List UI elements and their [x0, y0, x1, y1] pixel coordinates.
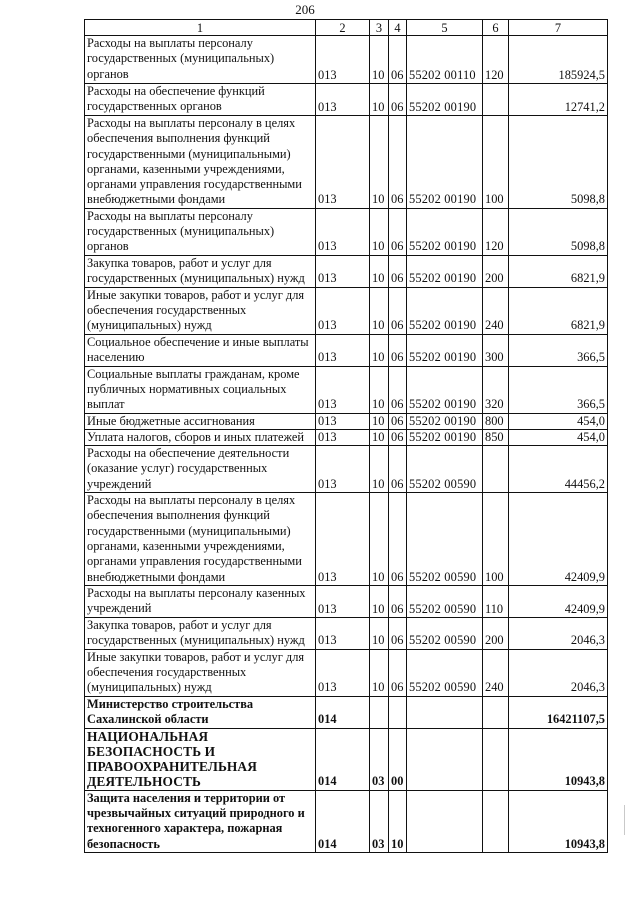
cell-pr: 06: [389, 446, 407, 493]
cell-pr: 06: [389, 649, 407, 696]
cell-amount: 454,0: [509, 413, 608, 429]
cell-rz: 10: [370, 493, 389, 586]
cell-csr: 55202 00190: [407, 84, 483, 116]
cell-ved: 013: [316, 334, 370, 366]
cell-vr: 100: [483, 116, 509, 209]
cell-rz: 10: [370, 585, 389, 617]
table-row: [85, 208, 608, 255]
cell-vr: [483, 790, 509, 852]
cell-vr: 850: [483, 429, 509, 445]
cell-amount: 2046,3: [509, 649, 608, 696]
cell-rz: 10: [370, 287, 389, 334]
cell-csr: 55202 00190: [407, 413, 483, 429]
cell-name: Защита населения и территории от чрезвычайных ситуаций природного и техногенного характера, пожарная безопасность: [85, 790, 316, 852]
cell-name: НАЦИОНАЛЬНАЯ БЕЗОПАСНОСТЬ И ПРАВООХРАНИТЕЛЬНАЯ ДЕЯТЕЛЬНОСТЬ: [85, 728, 316, 790]
cell-amount: 44456,2: [509, 446, 608, 493]
table-row: [85, 446, 608, 493]
cell-ved: 013: [316, 617, 370, 649]
cell-amount: 42409,9: [509, 493, 608, 586]
table-body: [85, 20, 608, 853]
cell-amount: 10943,8: [509, 728, 608, 790]
cell-name: Социальное обеспечение и иные выплаты населению: [85, 334, 316, 366]
cell-amount: 185924,5: [509, 36, 608, 84]
cell-rz: 10: [370, 334, 389, 366]
cell-amount: 366,5: [509, 366, 608, 413]
cell-rz: [370, 696, 389, 728]
scan-artifact: [624, 805, 625, 835]
cell-vr: 100: [483, 493, 509, 586]
cell-rz: 03: [370, 790, 389, 852]
table-row: [85, 728, 608, 790]
cell-csr: [407, 696, 483, 728]
cell-name: Расходы на выплаты персоналу в целях обеспечения выполнения функций государственными (муниципальными) органами, казенными учреждениями, органами управления государственными внебюджетными фондами: [85, 493, 316, 586]
cell-pr: 06: [389, 617, 407, 649]
cell-vr: 300: [483, 334, 509, 366]
cell-ved: 013: [316, 255, 370, 287]
cell-csr: 55202 00190: [407, 255, 483, 287]
cell-vr: 110: [483, 585, 509, 617]
cell-ved: 013: [316, 413, 370, 429]
cell-rz: 10: [370, 429, 389, 445]
cell-name: Расходы на выплаты персоналу казенных учреждений: [85, 585, 316, 617]
cell-vr: 800: [483, 413, 509, 429]
cell-pr: 06: [389, 116, 407, 209]
column-header: 7: [509, 20, 608, 36]
table-row: [85, 36, 608, 84]
cell-ved: 013: [316, 585, 370, 617]
cell-name: Иные закупки товаров, работ и услуг для обеспечения государственных (муниципальных) нужд: [85, 287, 316, 334]
cell-pr: 06: [389, 366, 407, 413]
cell-csr: [407, 790, 483, 852]
cell-amount: 16421107,5: [509, 696, 608, 728]
cell-csr: 55202 00590: [407, 446, 483, 493]
cell-ved: 013: [316, 649, 370, 696]
cell-rz: 10: [370, 366, 389, 413]
cell-csr: 55202 00190: [407, 334, 483, 366]
cell-amount: 2046,3: [509, 617, 608, 649]
cell-ved: 013: [316, 446, 370, 493]
cell-amount: 42409,9: [509, 585, 608, 617]
cell-csr: 55202 00190: [407, 287, 483, 334]
cell-rz: 10: [370, 649, 389, 696]
cell-amount: 10943,8: [509, 790, 608, 852]
cell-ved: 014: [316, 696, 370, 728]
cell-vr: 240: [483, 649, 509, 696]
page-number: 206: [295, 2, 315, 17]
table-row: [85, 429, 608, 445]
column-header: 5: [407, 20, 483, 36]
cell-pr: 06: [389, 36, 407, 84]
cell-pr: 06: [389, 585, 407, 617]
cell-pr: 06: [389, 287, 407, 334]
cell-amount: 12741,2: [509, 84, 608, 116]
cell-csr: 55202 00190: [407, 366, 483, 413]
cell-name: Иные бюджетные ассигнования: [85, 413, 316, 429]
table-row: [85, 116, 608, 209]
cell-vr: 120: [483, 36, 509, 84]
cell-csr: 55202 00190: [407, 429, 483, 445]
cell-pr: 06: [389, 429, 407, 445]
cell-name: Расходы на выплаты персоналу в целях обеспечения выполнения функций государственными (муниципальными) органами, казенными учреждениями, органами управления государственными внебюджетными фондами: [85, 116, 316, 209]
cell-csr: 55202 00190: [407, 116, 483, 209]
cell-pr: 06: [389, 334, 407, 366]
cell-pr: 06: [389, 84, 407, 116]
cell-pr: [389, 696, 407, 728]
table-row: [85, 790, 608, 852]
table-row: [85, 84, 608, 116]
cell-rz: 10: [370, 116, 389, 209]
cell-name: Закупка товаров, работ и услуг для государственных (муниципальных) нужд: [85, 617, 316, 649]
cell-pr: 06: [389, 208, 407, 255]
cell-pr: 06: [389, 413, 407, 429]
table-row: [85, 255, 608, 287]
cell-ved: 013: [316, 208, 370, 255]
cell-name: Расходы на обеспечение деятельности (оказание услуг) государственных учреждений: [85, 446, 316, 493]
table-row: [85, 585, 608, 617]
cell-name: Расходы на выплаты персоналу государственных (муниципальных) органов: [85, 36, 316, 84]
cell-vr: 120: [483, 208, 509, 255]
column-header: 6: [483, 20, 509, 36]
table-row: [85, 696, 608, 728]
cell-vr: 200: [483, 617, 509, 649]
cell-vr: [483, 446, 509, 493]
cell-rz: 03: [370, 728, 389, 790]
cell-rz: 10: [370, 84, 389, 116]
cell-ved: 013: [316, 116, 370, 209]
cell-name: Расходы на выплаты персоналу государственных (муниципальных) органов: [85, 208, 316, 255]
column-header: 1: [85, 20, 316, 36]
cell-vr: 200: [483, 255, 509, 287]
cell-amount: 454,0: [509, 429, 608, 445]
table-row: [85, 493, 608, 586]
cell-csr: 55202 00590: [407, 649, 483, 696]
table-row: [85, 617, 608, 649]
cell-ved: 013: [316, 429, 370, 445]
column-number-row: [85, 20, 608, 36]
cell-name: Социальные выплаты гражданам, кроме публичных нормативных социальных выплат: [85, 366, 316, 413]
cell-amount: 366,5: [509, 334, 608, 366]
cell-vr: [483, 696, 509, 728]
cell-pr: 06: [389, 255, 407, 287]
cell-amount: 5098,8: [509, 116, 608, 209]
column-header: 4: [389, 20, 407, 36]
cell-vr: [483, 84, 509, 116]
cell-name: Закупка товаров, работ и услуг для государственных (муниципальных) нужд: [85, 255, 316, 287]
cell-rz: 10: [370, 446, 389, 493]
cell-rz: 10: [370, 413, 389, 429]
column-header: 3: [370, 20, 389, 36]
cell-name: Иные закупки товаров, работ и услуг для обеспечения государственных (муниципальных) нужд: [85, 649, 316, 696]
cell-amount: 6821,9: [509, 287, 608, 334]
cell-ved: 013: [316, 84, 370, 116]
cell-csr: 55202 00190: [407, 208, 483, 255]
cell-ved: 014: [316, 790, 370, 852]
cell-vr: [483, 728, 509, 790]
cell-csr: 55202 00590: [407, 493, 483, 586]
cell-amount: 6821,9: [509, 255, 608, 287]
cell-name: Уплата налогов, сборов и иных платежей: [85, 429, 316, 445]
cell-ved: 013: [316, 36, 370, 84]
table-row: [85, 413, 608, 429]
table-row: [85, 287, 608, 334]
cell-rz: 10: [370, 617, 389, 649]
column-header: 2: [316, 20, 370, 36]
cell-pr: 06: [389, 493, 407, 586]
table-row: [85, 366, 608, 413]
cell-rz: 10: [370, 255, 389, 287]
cell-ved: 013: [316, 366, 370, 413]
cell-csr: [407, 728, 483, 790]
cell-vr: 240: [483, 287, 509, 334]
cell-ved: 013: [316, 287, 370, 334]
cell-ved: 013: [316, 493, 370, 586]
cell-ved: 014: [316, 728, 370, 790]
cell-pr: 00: [389, 728, 407, 790]
cell-csr: 55202 00590: [407, 617, 483, 649]
table-row: [85, 649, 608, 696]
cell-csr: 55202 00590: [407, 585, 483, 617]
cell-rz: 10: [370, 208, 389, 255]
cell-amount: 5098,8: [509, 208, 608, 255]
cell-pr: 10: [389, 790, 407, 852]
table-row: [85, 334, 608, 366]
cell-csr: 55202 00110: [407, 36, 483, 84]
cell-vr: 320: [483, 366, 509, 413]
budget-table: [84, 19, 608, 853]
cell-name: Министерство строительства Сахалинской области: [85, 696, 316, 728]
cell-name: Расходы на обеспечение функций государственных органов: [85, 84, 316, 116]
cell-rz: 10: [370, 36, 389, 84]
